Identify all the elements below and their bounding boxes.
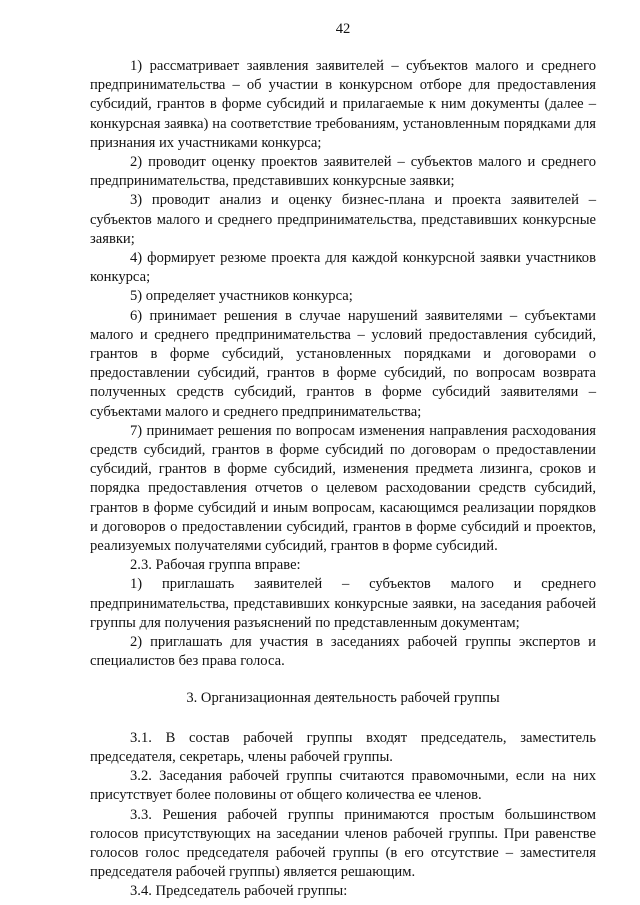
clause-3-2: 3.2. Заседания рабочей группы считаются правомочными, если на них присутствует более половины от общего количества ее членов. [90,768,596,804]
clause-3-3: 3.3. Решения рабочей группы принимаются простым большинством голосов присутствующих на заседании членов рабочей группы. При равенстве голосов голос председателя рабочей группы (в его отсутствие – заместителя председателя рабочей группы) является решающим. [90,806,596,881]
list-item-7-changes: 7) принимает решения по вопросам изменения направления расходования средств субсидий, грантов в форме субсидий по договорам о предоставлении субсидий, грантов в форме субсидий, изменения предмета лизинга, сроков и порядка предоставления отчетов о целевом расходовании средств субсидий, грантов в форме субсидий и иным вопросам, касающимся реализации порядков и договоров о предоставлении субсидий, грантов в форме субсидий и проектов, реализуемых получателями субсидий, грантов в форме субсидий. [90,422,596,555]
right-item-2-invite-experts: 2) приглашать для участия в заседаниях рабочей группы экспертов и специалистов без права голоса. [90,634,596,670]
right-item-1-invite-applicants: 1) приглашать заявителей – субъектов малого и среднего предпринимательства, представивших конкурсные заявки, на заседания рабочей группы для получения разъяснений по представленным документам; [90,576,596,631]
document-body [90,57,596,902]
clause-3-4: 3.4. Председатель рабочей группы: [130,883,348,900]
list-item-1-review: 1) рассматривает заявления заявителей – субъектов малого и среднего предпринимательства – об участии в конкурсном отборе для предоставления субсидий, грантов в форме субсидий и прилагаемые к ним документы (далее – конкурсная заявка) на соответствие требованиям, установленным порядками для признания их участниками конкурса; [90,58,596,151]
page-number: 42 [335,21,351,37]
clause-3-1: 3.1. В состав рабочей группы входят председатель, заместитель председателя, секретарь, члены рабочей группы. [90,729,596,765]
section-heading: 3. Организационная деятельность рабочей группы [186,689,500,706]
clause-2-3: 2.3. Рабочая группа вправе: [130,557,301,574]
list-item-4-summary: 4) формирует резюме проекта для каждой конкурсной заявки участников конкурса; [90,250,596,286]
list-item-3-analyze: 3) проводит анализ и оценку бизнес-плана и проекта заявителей – субъектов малого и среднего предпринимательства, представивших конкурсные заявки; [90,192,596,247]
list-item-6-decisions: 6) принимает решения в случае нарушений заявителями – субъектами малого и среднего предпринимательства – условий предоставления субсидий, грантов в форме субсидий, установленных порядками и договорами о предоставлении субсидий, грантов в форме субсидий, по вопросам возврата полученных средств субсидий, грантов в форме субсидий заявителями – субъектами малого и среднего предпринимательства; [90,307,596,420]
list-item-5-participants: 5) определяет участников конкурса; [130,288,353,305]
list-item-2-evaluate: 2) проводит оценку проектов заявителей – субъектов малого и среднего предпринимательства, представивших конкурсные заявки; [90,154,596,190]
